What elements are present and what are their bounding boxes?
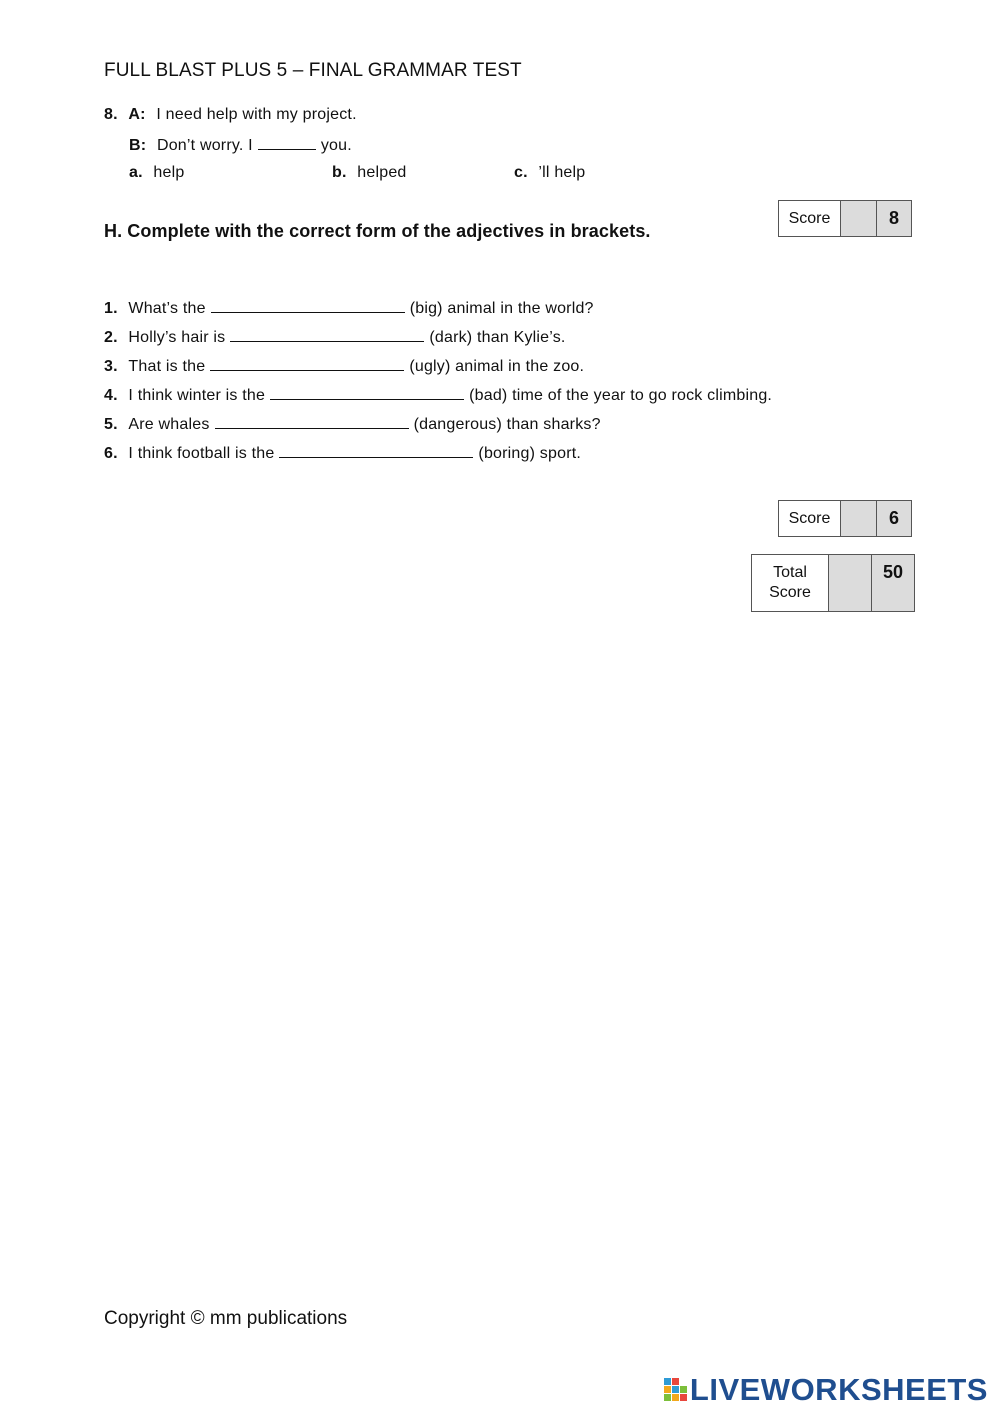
option-b[interactable] [332, 164, 407, 182]
speaker-b-text-before: Don’t worry. I [156, 137, 253, 154]
score-max: 8 [877, 201, 911, 236]
score-label: Score [779, 201, 841, 236]
item-number: 4. [104, 387, 118, 404]
brand-name: LIVEWORKSHEETS [689, 1372, 988, 1407]
answer-blank[interactable] [215, 414, 409, 429]
item-text-after: (bad) time of the year to go rock climbing. [469, 387, 773, 404]
item-text-before: I think winter is the [128, 387, 266, 404]
item-text-after: (big) animal in the world? [409, 300, 594, 317]
item-text-after: (dangerous) than sharks? [413, 416, 601, 433]
page-title: FULL BLAST PLUS 5 – FINAL GRAMMAR TEST [104, 60, 522, 81]
item-text-before: Are whales [128, 416, 210, 433]
item-text-after: (boring) sport. [478, 445, 582, 462]
answer-blank[interactable] [230, 327, 424, 342]
list-item [104, 356, 584, 376]
item-number: 1. [104, 300, 118, 317]
copyright-notice: Copyright © mm publications [104, 1308, 348, 1329]
question-8-line-b [129, 135, 352, 155]
speaker-a-label: A: [128, 106, 146, 123]
list-item [104, 414, 601, 434]
liveworksheets-logo [664, 1372, 988, 1408]
answer-blank[interactable] [210, 356, 404, 371]
option-letter: c. [514, 164, 528, 181]
list-item [104, 385, 772, 405]
speaker-b-label: B: [129, 137, 147, 154]
total-label-line1: Total [773, 564, 807, 581]
option-letter: b. [332, 164, 347, 181]
item-text-after: (ugly) animal in the zoo. [409, 358, 585, 375]
option-text: helped [357, 164, 407, 181]
score-box-section-g [778, 200, 912, 237]
total-score-input-cell[interactable] [829, 555, 872, 611]
option-a[interactable] [129, 164, 184, 182]
total-label-line2: Score [769, 584, 811, 601]
liveworksheets-icon [664, 1376, 688, 1404]
total-score-max: 50 [872, 555, 914, 611]
score-label: Score [779, 501, 841, 536]
item-text-after: (dark) than Kylie’s. [429, 329, 566, 346]
answer-blank[interactable] [258, 135, 316, 150]
option-letter: a. [129, 164, 143, 181]
list-item [104, 327, 566, 347]
score-box-section-h [778, 500, 912, 537]
answer-blank[interactable] [270, 385, 464, 400]
option-c[interactable] [514, 164, 585, 182]
item-number: 6. [104, 445, 118, 462]
score-input-cell[interactable] [841, 501, 877, 536]
score-max: 6 [877, 501, 911, 536]
list-item [104, 298, 594, 318]
total-score-label [752, 555, 829, 611]
option-text: help [153, 164, 185, 181]
item-number: 5. [104, 416, 118, 433]
speaker-a-text: I need help with my project. [156, 106, 357, 123]
speaker-b-text-after: you. [320, 137, 352, 154]
list-item [104, 443, 581, 463]
option-text: ’ll help [538, 164, 586, 181]
item-number: 2. [104, 329, 118, 346]
item-text-before: Holly’s hair is [128, 329, 226, 346]
answer-blank[interactable] [279, 443, 473, 458]
question-8-line-a [104, 106, 357, 124]
item-text-before: That is the [128, 358, 206, 375]
item-text-before: What’s the [128, 300, 206, 317]
section-h-heading: H. Complete with the correct form of the adjectives in brackets. [104, 221, 651, 241]
score-input-cell[interactable] [841, 201, 877, 236]
question-number: 8. [104, 106, 118, 123]
answer-blank[interactable] [211, 298, 405, 313]
item-number: 3. [104, 358, 118, 375]
item-text-before: I think football is the [128, 445, 275, 462]
total-score-box [751, 554, 915, 612]
